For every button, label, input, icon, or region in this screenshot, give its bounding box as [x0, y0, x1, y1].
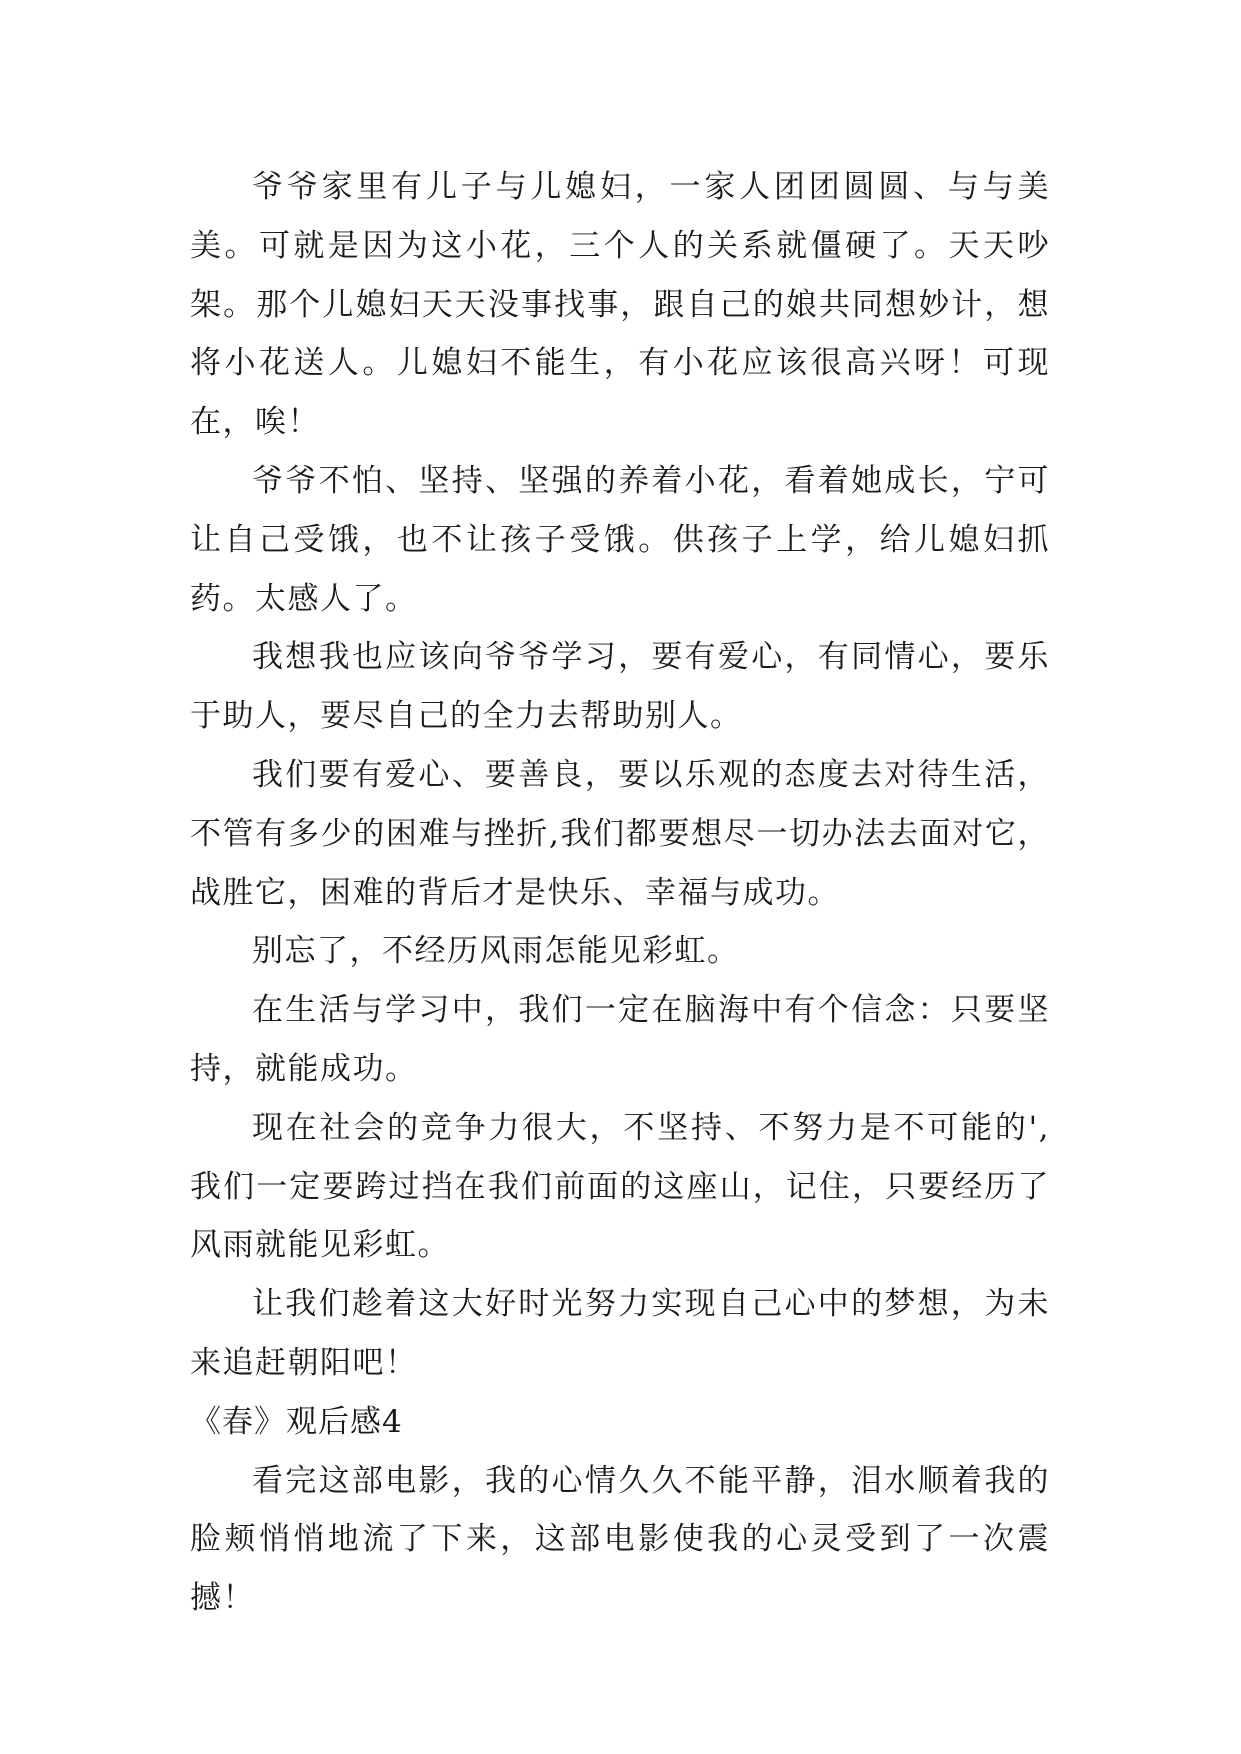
paragraph: 我想我也应该向爷爷学习，要有爱心，有同情心，要乐于助人，要尽自己的全力去帮助别人。 [190, 639, 1050, 735]
paragraph: 让我们趁着这大好时光努力实现自己心中的梦想，为未来追赶朝阳吧！ [190, 1286, 1050, 1381]
paragraph: 爷爷不怕、坚持、坚强的养着小花，看着她成长，宁可让自己受饿，也不让孩子受饿。供孩子上学，给儿媳妇抓药。太感人了。 [190, 462, 1050, 617]
document-body [190, 158, 1050, 1628]
paragraph: 爷爷家里有儿子与儿媳妇，一家人团团圆圆、与与美美。可就是因为这小花，三个人的关系就僵硬了。天天吵架。那个儿媳妇天天没事找事，跟自己的娘共同想妙计，想将小花送人。儿媳妇不能生，有小花应该很高兴呀！可现在，唉！ [190, 169, 1050, 441]
section-heading: 《春》观后感4 [190, 1403, 403, 1440]
paragraph: 我们要有爱心、要善良，要以乐观的态度去对待生活，不管有多少的困难与挫折,我们都要想尽一切办法去面对它，战胜它，困难的背后才是快乐、幸福与成功。 [190, 756, 1050, 911]
paragraph: 看完这部电影，我的心情久久不能平静，泪水顺着我的脸颊悄悄地流了下来，这部电影使我的心灵受到了一次震撼！ [190, 1462, 1050, 1617]
paragraph: 现在社会的竞争力很大，不坚持、不努力是不可能的',我们一定要跨过挡在我们前面的这座山，记住，只要经历了风雨就能见彩虹。 [190, 1109, 1050, 1264]
paragraph: 别忘了，不经历风雨怎能见彩虹。 [252, 933, 740, 970]
paragraph: 在生活与学习中，我们一定在脑海中有个信念：只要坚持，就能成功。 [190, 992, 1050, 1087]
